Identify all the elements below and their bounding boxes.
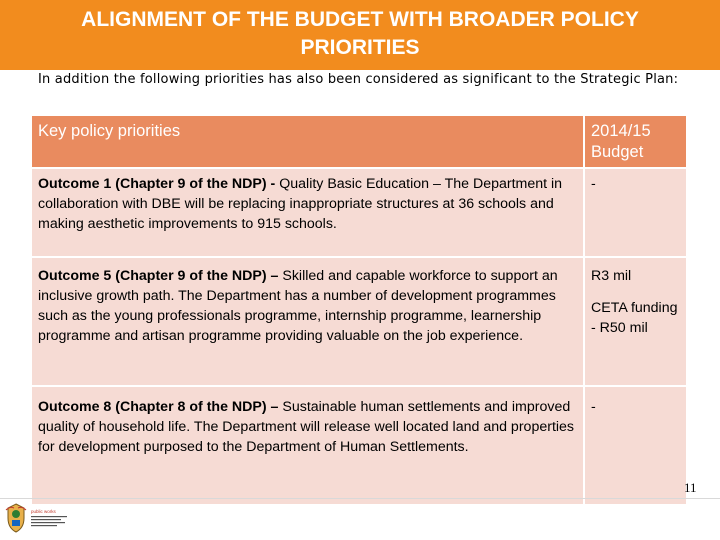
logo-text: public works xyxy=(31,509,56,514)
table-header-row xyxy=(32,116,686,168)
priority-cell xyxy=(32,168,584,257)
logo-subtext-lines xyxy=(31,516,69,530)
outcome-description: Skilled and capable workforce to support an inclusive growth path. The Department has a number of development programmes such as the young professionals programme, internship programme, learnership programme and artisan programme providing valuable on the job experience. xyxy=(38,268,558,344)
budget-cell: - xyxy=(584,386,686,505)
outcome-description: Sustainable human settlements and improved quality of household life. The Department will release well located land and properties for development purposed to the Department of Human Settlements. xyxy=(38,399,575,455)
outcome-label: Outcome 5 (Chapter 9 of the NDP) – xyxy=(38,268,279,284)
outcome-label: Outcome 1 (Chapter 9 of the NDP) - xyxy=(38,176,276,192)
budget-cell xyxy=(584,257,686,386)
footer-divider xyxy=(0,498,720,499)
table-row xyxy=(32,168,686,257)
title-bar xyxy=(0,0,720,70)
intro-text: In addition the following priorities has also been considered as significant to the Strategic Plan: xyxy=(38,72,679,87)
priorities-table xyxy=(32,116,686,506)
header-budget-year: 2014/15 xyxy=(591,122,651,140)
outcome-label: Outcome 8 (Chapter 8 of the NDP) – xyxy=(38,399,279,415)
budget-cell: - xyxy=(584,168,686,257)
coat-of-arms-icon xyxy=(4,502,28,534)
priority-cell xyxy=(32,386,584,505)
budget-amount: R3 mil xyxy=(591,268,632,284)
page-title xyxy=(0,6,720,62)
header-budget xyxy=(584,116,686,168)
table-row xyxy=(32,257,686,386)
title-line-2: PRIORITIES xyxy=(300,36,420,59)
table-row xyxy=(32,386,686,505)
budget-extra: CETA funding - R50 mil xyxy=(591,300,678,336)
priority-cell xyxy=(32,257,584,386)
title-line-1: ALIGNMENT OF THE BUDGET WITH BROADER POLICY xyxy=(81,8,639,31)
page-number: 11 xyxy=(684,480,697,495)
header-budget-label: Budget xyxy=(591,143,644,161)
outcome-description: Quality Basic Education – The Department in collaboration with DBE will be replacing inappropriate structures at 36 schools and making aesthetic improvements to 915 schools. xyxy=(38,176,563,232)
department-logo xyxy=(4,502,70,536)
header-priorities: Key policy priorities xyxy=(32,116,584,168)
